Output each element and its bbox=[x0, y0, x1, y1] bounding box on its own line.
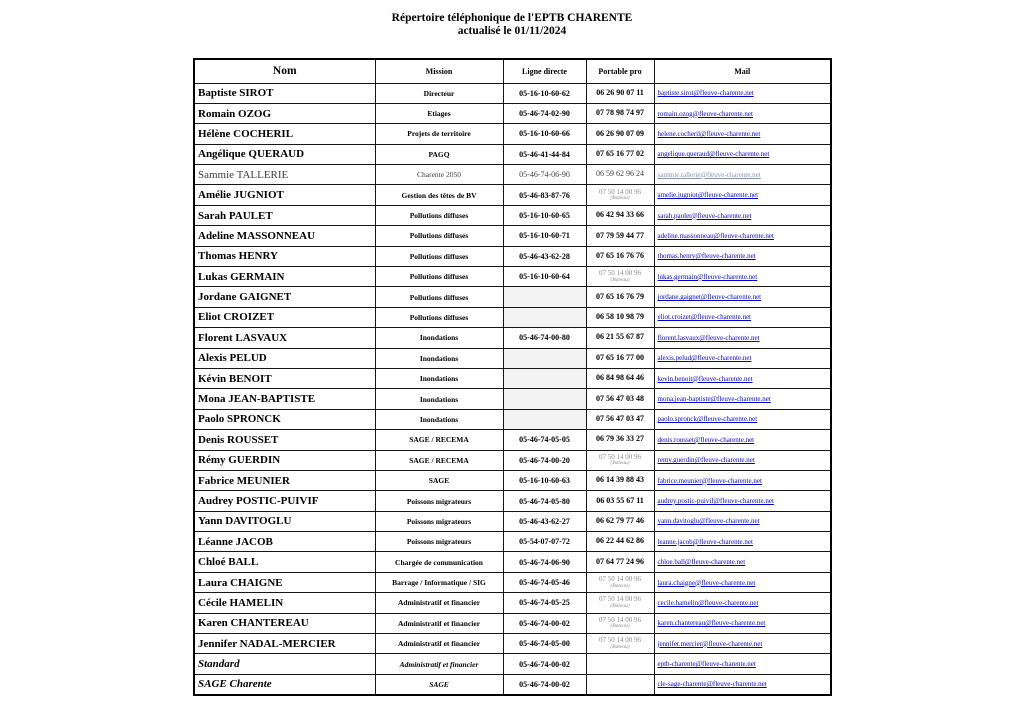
cell-mission: Inondations bbox=[375, 409, 503, 429]
table-row bbox=[194, 511, 831, 531]
cell-mail bbox=[654, 654, 831, 674]
cell-mail bbox=[654, 389, 831, 409]
table-row bbox=[194, 389, 831, 409]
cell-mail bbox=[654, 205, 831, 225]
portable-number: 06 21 55 67 87 bbox=[596, 332, 644, 342]
cell-portable bbox=[586, 328, 654, 348]
table-row bbox=[194, 287, 831, 307]
portable-number: 07 64 77 24 96 bbox=[596, 556, 644, 566]
cell-portable bbox=[586, 450, 654, 470]
table-row bbox=[194, 654, 831, 674]
mail-link[interactable]: fabrice.meunier@fleuve-charente.net bbox=[657, 476, 762, 485]
cell-mission: Inondations bbox=[375, 328, 503, 348]
cell-mail bbox=[654, 267, 831, 287]
mail-link[interactable]: florent.lasvaux@fleuve-charente.net bbox=[657, 333, 760, 342]
table-row bbox=[194, 124, 831, 144]
cell-mail bbox=[654, 124, 831, 144]
portable-note: (Bateau) bbox=[610, 460, 630, 467]
cell-portable bbox=[586, 165, 654, 185]
cell-name: Jordane GAIGNET bbox=[194, 287, 375, 307]
table-row bbox=[194, 226, 831, 246]
cell-name: Léanne JACOB bbox=[194, 532, 375, 552]
mail-link[interactable]: eliot.croizet@fleuve-charente.net bbox=[657, 313, 752, 322]
mail-link[interactable]: chloe.ball@fleuve-charente.net bbox=[657, 558, 746, 567]
cell-direct bbox=[503, 348, 586, 368]
cell-name: Sammie TALLERIE bbox=[194, 165, 375, 185]
portable-number: 07 78 98 74 97 bbox=[596, 108, 644, 118]
table-row bbox=[194, 430, 831, 450]
cell-name: Kévin BENOIT bbox=[194, 368, 375, 388]
portable-number: 06 58 10 98 79 bbox=[596, 312, 644, 322]
portable-note: (Bateau) bbox=[610, 643, 630, 650]
cell-direct: 05-46-74-06-90 bbox=[503, 552, 586, 572]
mail-link[interactable]: amelie.jugniot@fleuve-charente.net bbox=[657, 191, 759, 200]
portable-number: 07 65 16 77 02 bbox=[596, 148, 644, 158]
cell-portable bbox=[586, 430, 654, 450]
portable-number: 06 79 36 33 27 bbox=[596, 434, 644, 444]
cell-mission: Poissons migrateurs bbox=[375, 511, 503, 531]
cell-mission: Pollutions diffuses bbox=[375, 246, 503, 266]
cell-direct: 05-46-74-00-02 bbox=[503, 654, 586, 674]
cell-mail bbox=[654, 532, 831, 552]
table-row bbox=[194, 185, 831, 205]
portable-number: 06 42 94 33 66 bbox=[596, 210, 644, 220]
mail-link[interactable]: helene.cocheril@fleuve-charente.net bbox=[657, 129, 761, 138]
cell-direct: 05-46-74-05-80 bbox=[503, 491, 586, 511]
portable-note: (Bateau) bbox=[610, 276, 630, 283]
cell-mail bbox=[654, 307, 831, 327]
portable-number: 07 50 14 00 96 bbox=[599, 574, 641, 583]
cell-portable bbox=[586, 226, 654, 246]
cell-direct: 05-54-07-07-72 bbox=[503, 532, 586, 552]
cell-portable bbox=[586, 572, 654, 592]
mail-link[interactable]: remy.guerdin@fleuve-charente.net bbox=[657, 456, 755, 465]
portable-number: 07 50 14 00 96 bbox=[599, 636, 641, 645]
column-header-mission: Mission bbox=[375, 59, 503, 83]
cell-portable bbox=[586, 307, 654, 327]
portable-number: 06 26 90 07 11 bbox=[596, 87, 644, 97]
table-row bbox=[194, 165, 831, 185]
cell-name: Sarah PAULET bbox=[194, 205, 375, 225]
table-row bbox=[194, 307, 831, 327]
cell-mail bbox=[654, 165, 831, 185]
cell-direct: 05-46-74-05-05 bbox=[503, 430, 586, 450]
cell-direct bbox=[503, 409, 586, 429]
mail-link[interactable]: jennifer.mercier@fleuve-charente.net bbox=[657, 639, 763, 648]
cell-mission: Administratif et financier bbox=[375, 593, 503, 613]
mail-link[interactable]: sarah.paulet@fleuve-charente.net bbox=[657, 211, 752, 220]
cell-mail bbox=[654, 103, 831, 123]
cell-mission: Charente 2050 bbox=[375, 165, 503, 185]
cell-portable bbox=[586, 185, 654, 205]
mail-link[interactable]: audrey.postic-puivif@fleuve-charente.net bbox=[657, 497, 774, 505]
cell-mail bbox=[654, 368, 831, 388]
cell-mission: Projets de territoire bbox=[375, 124, 503, 144]
mail-link[interactable]: adeline.massonneau@fleuve-charente.net bbox=[657, 231, 774, 240]
table-row bbox=[194, 450, 831, 470]
cell-mail bbox=[654, 246, 831, 266]
column-header-portable-pro: Portable pro bbox=[586, 59, 654, 83]
cell-mail bbox=[654, 572, 831, 592]
table-row bbox=[194, 267, 831, 287]
cell-name: Amélie JUGNIOT bbox=[194, 185, 375, 205]
cell-name: Karen CHANTEREAU bbox=[194, 613, 375, 633]
cell-direct: 05-46-74-05-46 bbox=[503, 572, 586, 592]
cell-mission: Etiages bbox=[375, 103, 503, 123]
mail-link[interactable]: denis.rousset@fleuve-charente.net bbox=[657, 435, 755, 444]
cell-mail bbox=[654, 450, 831, 470]
cell-mission: Poissons migrateurs bbox=[375, 532, 503, 552]
cell-name: Chloé BALL bbox=[194, 552, 375, 572]
cell-mission: Poissons migrateurs bbox=[375, 491, 503, 511]
cell-mail bbox=[654, 226, 831, 246]
mail-link[interactable]: cle-sage-charente@fleuve-charente.net bbox=[657, 680, 767, 689]
portable-number: 07 50 14 00 96 bbox=[599, 452, 641, 461]
cell-portable bbox=[586, 634, 654, 654]
cell-name: Mona JEAN-BAPTISTE bbox=[194, 389, 375, 409]
cell-mission: Inondations bbox=[375, 348, 503, 368]
mail-link[interactable]: romain.ozog@fleuve-charente.net bbox=[657, 109, 753, 118]
table-row bbox=[194, 83, 831, 103]
cell-direct: 05-46-74-02-90 bbox=[503, 103, 586, 123]
cell-direct: 05-16-10-60-65 bbox=[503, 205, 586, 225]
cell-name: Cécile HAMELIN bbox=[194, 593, 375, 613]
cell-direct: 05-16-10-60-64 bbox=[503, 267, 586, 287]
cell-mail bbox=[654, 83, 831, 103]
directory-table bbox=[193, 58, 832, 696]
cell-direct: 05-46-74-05-25 bbox=[503, 593, 586, 613]
table-row bbox=[194, 144, 831, 164]
cell-mission: SAGE bbox=[375, 674, 503, 694]
cell-mission: Administratif et financier bbox=[375, 634, 503, 654]
portable-number: 07 65 16 76 76 bbox=[596, 250, 644, 260]
document-subtitle: actualisé le 01/11/2024 bbox=[457, 25, 567, 37]
portable-number: 07 79 59 44 77 bbox=[596, 230, 644, 240]
mail-link[interactable]: yann.davitoglu@fleuve-charente.net bbox=[657, 517, 760, 526]
table-row bbox=[194, 205, 831, 225]
cell-name: Denis ROUSSET bbox=[194, 430, 375, 450]
cell-direct bbox=[503, 389, 586, 409]
cell-mission: Administratif et financier bbox=[375, 654, 503, 674]
cell-mail bbox=[654, 511, 831, 531]
table-row bbox=[194, 103, 831, 123]
table-row bbox=[194, 552, 831, 572]
cell-name: Romain OZOG bbox=[194, 103, 375, 123]
cell-direct: 05-46-74-00-02 bbox=[503, 613, 586, 633]
table-row bbox=[194, 491, 831, 511]
cell-mission: SAGE bbox=[375, 470, 503, 490]
cell-mission: Administratif et financier bbox=[375, 613, 503, 633]
cell-mail bbox=[654, 634, 831, 654]
cell-direct: 05-46-74-05-00 bbox=[503, 634, 586, 654]
mail-link[interactable]: baptiste.sirot@fleuve-charente.net bbox=[657, 89, 754, 98]
cell-name: Yann DAVITOGLU bbox=[194, 511, 375, 531]
cell-portable bbox=[586, 532, 654, 552]
portable-number: 07 50 14 00 96 bbox=[599, 269, 641, 278]
cell-direct: 05-46-74-06-90 bbox=[503, 165, 586, 185]
table-row bbox=[194, 593, 831, 613]
cell-name: Eliot CROIZET bbox=[194, 307, 375, 327]
cell-mail bbox=[654, 491, 831, 511]
cell-direct: 05-46-43-62-28 bbox=[503, 246, 586, 266]
cell-mail bbox=[654, 470, 831, 490]
cell-direct: 05-46-43-62-27 bbox=[503, 511, 586, 531]
cell-portable bbox=[586, 144, 654, 164]
table-row bbox=[194, 348, 831, 368]
cell-direct: 05-46-74-00-20 bbox=[503, 450, 586, 470]
document-title: Répertoire téléphonique de l'EPTB CHARENTE bbox=[391, 12, 633, 24]
cell-name: Thomas HENRY bbox=[194, 246, 375, 266]
cell-name: Fabrice MEUNIER bbox=[194, 470, 375, 490]
portable-number: 06 84 98 64 46 bbox=[596, 373, 644, 383]
mail-link[interactable]: cecile.hamelin@fleuve-charente.net bbox=[657, 598, 759, 607]
mail-link[interactable]: lukas.germain@fleuve-charente.net bbox=[657, 272, 758, 281]
portable-number: 07 56 47 03 48 bbox=[596, 393, 644, 403]
mail-link[interactable]: jordane.gaignet@fleuve-charente.net bbox=[657, 293, 762, 302]
cell-portable bbox=[586, 654, 654, 674]
mail-link[interactable]: eptb-charente@fleuve-charente.net bbox=[657, 660, 756, 669]
cell-portable bbox=[586, 103, 654, 123]
portable-number: 07 65 16 77 00 bbox=[596, 352, 644, 362]
cell-direct: 05-46-83-87-76 bbox=[503, 185, 586, 205]
cell-direct: 05-46-41-44-84 bbox=[503, 144, 586, 164]
cell-direct: 05-16-10-60-63 bbox=[503, 470, 586, 490]
table-row bbox=[194, 470, 831, 490]
cell-mission: SAGE / RECEMA bbox=[375, 450, 503, 470]
cell-mail bbox=[654, 409, 831, 429]
mail-link[interactable]: angelique.queraud@fleuve-charente.net bbox=[657, 150, 770, 159]
column-header-mail: Mail bbox=[654, 59, 831, 83]
table-row bbox=[194, 532, 831, 552]
cell-name: Rémy GUERDIN bbox=[194, 450, 375, 470]
cell-portable bbox=[586, 205, 654, 225]
cell-name: Jennifer NADAL-MERCIER bbox=[194, 634, 375, 654]
cell-mail bbox=[654, 430, 831, 450]
cell-mission: Pollutions diffuses bbox=[375, 287, 503, 307]
portable-number: 06 26 90 07 09 bbox=[596, 128, 644, 138]
portable-number: 07 50 14 00 96 bbox=[599, 615, 641, 624]
portable-number: 06 03 55 67 11 bbox=[596, 495, 644, 505]
portable-number: 07 65 16 76 79 bbox=[596, 291, 644, 301]
cell-mission: Inondations bbox=[375, 389, 503, 409]
cell-mail bbox=[654, 674, 831, 694]
portable-number: 07 50 14 00 96 bbox=[599, 187, 641, 196]
cell-portable bbox=[586, 83, 654, 103]
cell-name: Angélique QUERAUD bbox=[194, 144, 375, 164]
cell-portable bbox=[586, 348, 654, 368]
cell-name: Audrey POSTIC-PUIVIF bbox=[194, 491, 375, 511]
header-row bbox=[194, 59, 831, 83]
table-row bbox=[194, 572, 831, 592]
cell-name: SAGE Charente bbox=[194, 674, 375, 694]
cell-portable bbox=[586, 470, 654, 490]
column-header-nom: Nom bbox=[194, 59, 375, 83]
cell-portable bbox=[586, 674, 654, 694]
cell-direct: 05-16-10-60-66 bbox=[503, 124, 586, 144]
cell-mission: Gestion des têtes de BV bbox=[375, 185, 503, 205]
directory-table-header bbox=[194, 59, 831, 83]
cell-portable bbox=[586, 613, 654, 633]
cell-mail bbox=[654, 144, 831, 164]
cell-portable bbox=[586, 552, 654, 572]
portable-note: (Bateau) bbox=[610, 623, 630, 630]
mail-link[interactable]: paolo.spronck@fleuve-charente.net bbox=[657, 415, 758, 424]
cell-name: Alexis PELUD bbox=[194, 348, 375, 368]
cell-direct: 05-16-10-60-71 bbox=[503, 226, 586, 246]
table-row bbox=[194, 368, 831, 388]
cell-mail bbox=[654, 552, 831, 572]
cell-mission: PAGQ bbox=[375, 144, 503, 164]
table-row bbox=[194, 328, 831, 348]
portable-number: 06 62 79 77 46 bbox=[596, 516, 644, 525]
cell-name: Baptiste SIROT bbox=[194, 83, 375, 103]
cell-direct bbox=[503, 368, 586, 388]
mail-link[interactable]: laura.chaigne@fleuve-charente.net bbox=[657, 578, 756, 587]
mail-link[interactable]: thomas.henry@fleuve-charente.net bbox=[657, 252, 756, 261]
cell-direct: 05-16-10-60-62 bbox=[503, 83, 586, 103]
cell-mail bbox=[654, 287, 831, 307]
cell-portable bbox=[586, 368, 654, 388]
cell-portable bbox=[586, 593, 654, 613]
cell-mission: Pollutions diffuses bbox=[375, 226, 503, 246]
mail-link[interactable]: karen.chantereau@fleuve-charente.net bbox=[657, 619, 766, 628]
portable-number: 06 14 39 88 43 bbox=[596, 475, 644, 485]
cell-mission: Pollutions diffuses bbox=[375, 267, 503, 287]
portable-number: 07 50 14 00 96 bbox=[599, 595, 641, 604]
column-header-ligne-directe: Ligne directe bbox=[503, 59, 586, 83]
cell-mission: Inondations bbox=[375, 368, 503, 388]
cell-name: Florent LASVAUX bbox=[194, 328, 375, 348]
cell-name: Adeline MASSONNEAU bbox=[194, 226, 375, 246]
cell-mission: Directeur bbox=[375, 83, 503, 103]
cell-mail bbox=[654, 185, 831, 205]
table-row bbox=[194, 246, 831, 266]
cell-portable bbox=[586, 511, 654, 531]
cell-direct: 05-46-74-00-80 bbox=[503, 328, 586, 348]
mail-link[interactable]: sammie.tallerie@fleuve-charente.net bbox=[657, 170, 761, 179]
table-row bbox=[194, 634, 831, 654]
mail-link[interactable]: kevin.benoit@fleuve-charente.net bbox=[657, 374, 753, 383]
document-header bbox=[0, 12, 1024, 38]
cell-name: Paolo SPRONCK bbox=[194, 409, 375, 429]
cell-mission: SAGE / RECEMA bbox=[375, 430, 503, 450]
cell-mission: Barrage / Informatique / SIG bbox=[375, 572, 503, 592]
cell-mail bbox=[654, 613, 831, 633]
cell-portable bbox=[586, 124, 654, 144]
table-row bbox=[194, 613, 831, 633]
cell-direct: 05-46-74-00-02 bbox=[503, 674, 586, 694]
portable-note: (Bateau) bbox=[610, 195, 630, 202]
cell-portable bbox=[586, 287, 654, 307]
cell-name: Standard bbox=[194, 654, 375, 674]
portable-number: 06 22 44 62 86 bbox=[596, 536, 644, 546]
portable-number: 06 59 62 96 24 bbox=[596, 169, 644, 179]
cell-mission: Pollutions diffuses bbox=[375, 307, 503, 327]
mail-link[interactable]: leanne.jacob@fleuve-charente.net bbox=[657, 537, 753, 546]
mail-link[interactable]: alexis.pelud@fleuve-charente.net bbox=[657, 354, 752, 363]
directory-table-body bbox=[194, 83, 831, 695]
portable-note: (Bateau) bbox=[610, 582, 630, 589]
cell-portable bbox=[586, 491, 654, 511]
mail-link[interactable]: mona.jean-baptiste@fleuve-charente.net bbox=[657, 395, 771, 404]
cell-mail bbox=[654, 328, 831, 348]
cell-portable bbox=[586, 389, 654, 409]
portable-note: (Bateau) bbox=[610, 603, 630, 610]
table-row bbox=[194, 674, 831, 694]
cell-portable bbox=[586, 267, 654, 287]
table-row bbox=[194, 409, 831, 429]
cell-mail bbox=[654, 348, 831, 368]
cell-portable bbox=[586, 246, 654, 266]
cell-mission: Pollutions diffuses bbox=[375, 205, 503, 225]
cell-name: Hélène COCHERIL bbox=[194, 124, 375, 144]
cell-name: Laura CHAIGNE bbox=[194, 572, 375, 592]
cell-direct bbox=[503, 307, 586, 327]
cell-mail bbox=[654, 593, 831, 613]
portable-number: 07 56 47 03 47 bbox=[596, 414, 644, 424]
cell-portable bbox=[586, 409, 654, 429]
cell-direct bbox=[503, 287, 586, 307]
cell-mission: Chargée de communication bbox=[375, 552, 503, 572]
cell-name: Lukas GERMAIN bbox=[194, 267, 375, 287]
